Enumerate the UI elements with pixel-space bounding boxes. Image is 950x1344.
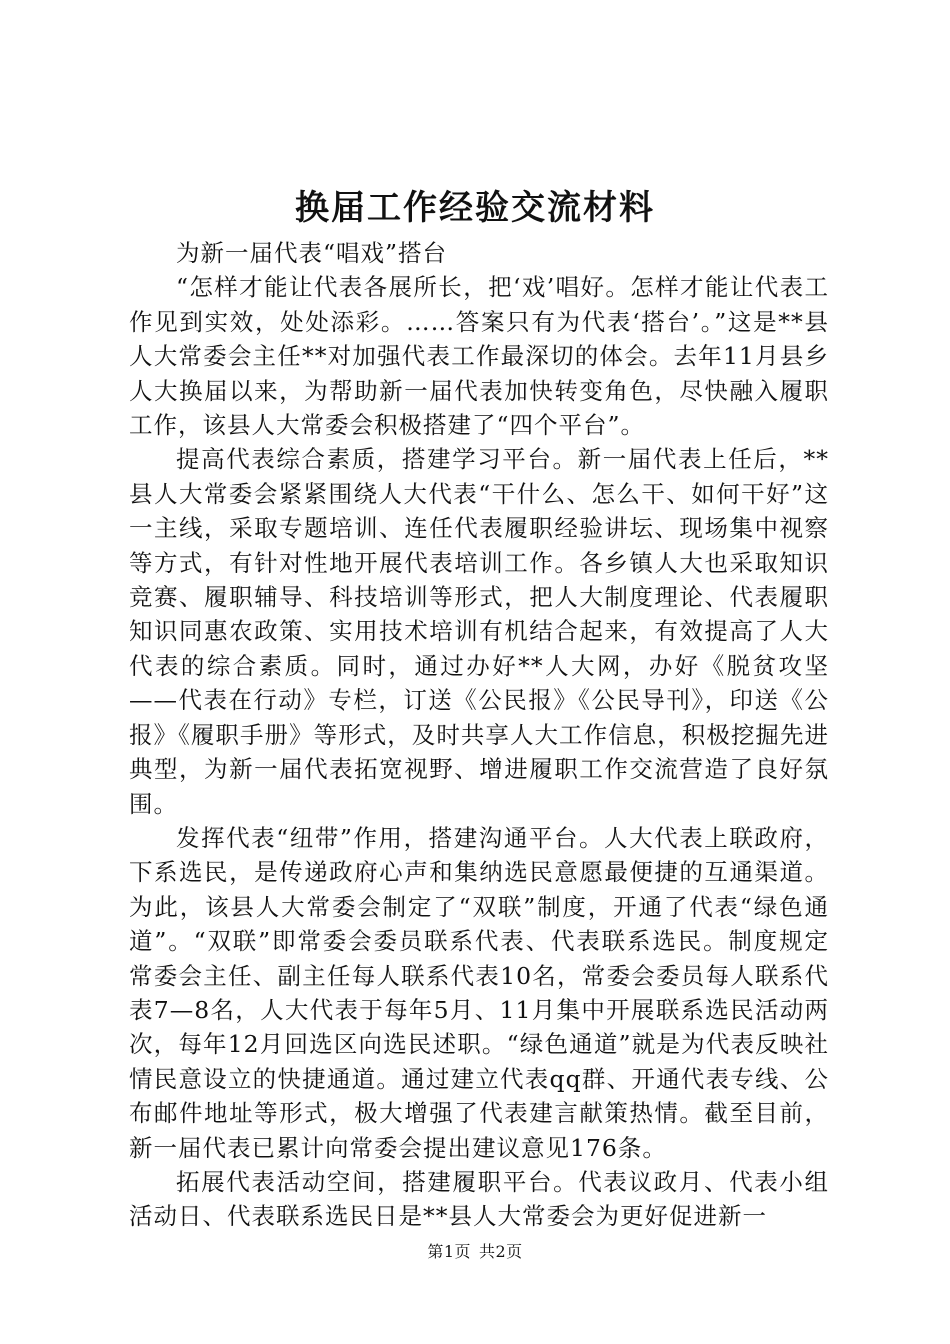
document-body xyxy=(129,236,829,1234)
subtitle-paragraph: 为新一届代表“唱戏”搭台 xyxy=(176,239,448,267)
body-paragraph: 提高代表综合素质，搭建学习平台。新一届代表上任后，**县人大常委会紧紧围绕人大代表“干什么、怎么干、如何干好”这一主线，采取专题培训、连任代表履职经验讲坛、现场集中视察等方式，有针对性地开展代表培训工作。各乡镇人大也采取知识竞赛、履职辅导、科技培训等形式，把人大制度理论、代表履职知识同惠农政策、实用技术培训有机结合起来，有效提高了人大代表的综合素质。同时，通过办好**人大网，办好《脱贫攻坚——代表在行动》专栏，订送《公民报》《公民导刊》，印送《公报》《履职手册》等形式，及时共享人大工作信息，积极挖掘先进典型，为新一届代表拓宽视野、增进履职工作交流营造了良好氛围。 xyxy=(129,445,829,818)
body-paragraph: 拓展代表活动空间，搭建履职平台。代表议政月、代表小组活动日、代表联系选民日是**县人大常委会为更好促进新一 xyxy=(129,1167,829,1231)
page-number: 第1页 xyxy=(427,1242,471,1261)
body-paragraph: 发挥代表“纽带”作用，搭建沟通平台。人大代表上联政府，下系选民，是传递政府心声和集纳选民意愿最便捷的互通渠道。为此，该县人大常委会制定了“双联”制度，开通了代表“绿色通道”。“双联”即常委会委员联系代表、代表联系选民。制度规定常委会主任、副主任每人联系代表10名，常委会委员每人联系代表7—8名，人大代表于每年5月、11月集中开展联系选民活动两次，每年12月回选区向选民述职。“绿色通道”就是为代表反映社情民意设立的快捷通道。通过建立代表qq群、开通代表专线、公布邮件地址等形式，极大增强了代表建言献策热情。截至目前，新一届代表已累计向常委会提出建议意见176条。 xyxy=(129,823,829,1162)
body-paragraph: “怎样才能让代表各展所长，把‘戏’唱好。怎样才能让代表工作见到实效，处处添彩。……答案只有为代表‘搭台’。”这是**县人大常委会主任**对加强代表工作最深切的体会。去年11月县乡人大换届以来，为帮助新一届代表加快转变角色，尽快融入履职工作，该县人大常委会积极搭建了“四个平台”。 xyxy=(129,273,829,440)
page-total: 共2页 xyxy=(479,1242,523,1261)
page-footer xyxy=(0,1241,950,1263)
document-title: 换届工作经验交流材料 xyxy=(295,188,655,228)
